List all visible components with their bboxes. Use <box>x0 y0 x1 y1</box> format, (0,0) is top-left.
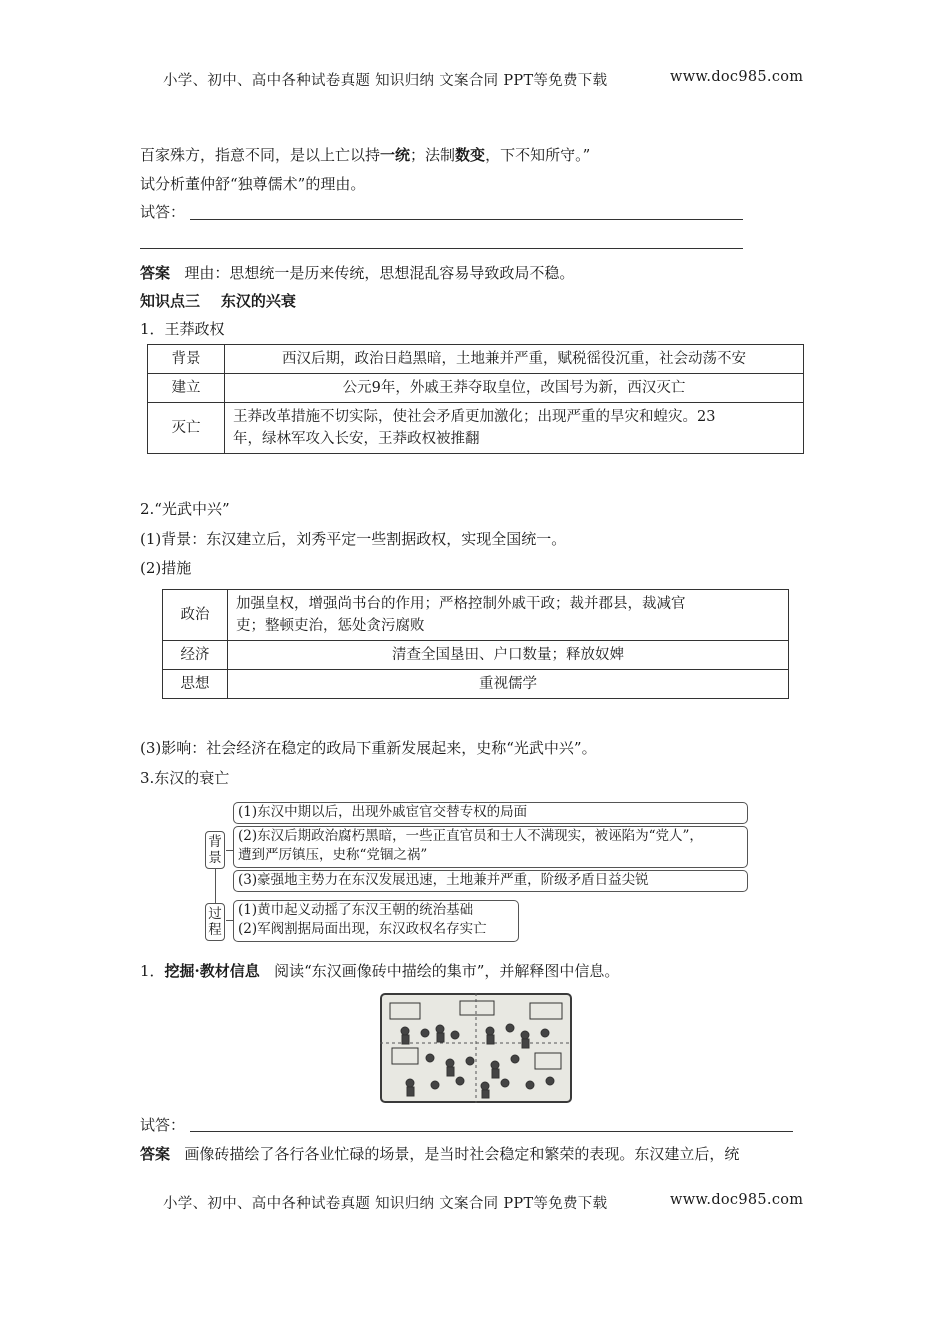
subsection-title: 3.东汉的衰亡 <box>140 769 230 787</box>
section-title: 东汉的兴衰 <box>220 292 296 310</box>
decline-item: (1)黄巾起义动摇了东汉王朝的统治基础 <box>238 902 474 918</box>
quote-part: 百家殊方，指意不同，是以上亡以持 <box>140 146 381 164</box>
table-row <box>163 641 789 670</box>
answer-blank-line[interactable] <box>190 219 743 220</box>
table-cell-label: 背景 <box>148 345 225 374</box>
page-footer-url[interactable]: www.doc985.com <box>670 1192 804 1208</box>
label-char: 景 <box>208 850 222 866</box>
subsection-title: 1．王莽政权 <box>140 320 225 338</box>
answer-blank-line[interactable] <box>190 1131 793 1132</box>
section-heading <box>140 290 296 312</box>
item-number: 1． <box>140 962 165 980</box>
table-row <box>163 670 789 699</box>
table-cell <box>225 403 804 454</box>
table-cell: 清查全国垦田、户口数量；释放奴婢 <box>228 641 789 670</box>
decline-item: 遭到严厉镇压，史称“党锢之祸” <box>238 847 428 863</box>
quote-emphasis: 一统 <box>380 146 411 164</box>
table-cell-label: 建立 <box>148 374 225 403</box>
section-label: 知识点三 <box>140 292 201 310</box>
quote-part: ；法制 <box>410 146 456 164</box>
answer-text: 画像砖描绘了各行各业忙碌的场景，是当时社会稳定和繁荣的表现。东汉建立后，统 <box>184 1145 740 1163</box>
page-footer-text: 小学、初中、高中各种试卷真题 知识归纳 文案合同 PPT等免费下载 <box>163 1196 608 1212</box>
answer-row <box>140 1143 739 1165</box>
connector <box>215 869 216 903</box>
dig-label: 挖掘·教材信息 <box>164 962 260 980</box>
table-cell: 西汉后期，政治日趋黑暗，土地兼并严重，赋税徭役沉重，社会动荡不安 <box>225 345 804 374</box>
paragraph: (2)措施 <box>140 559 192 577</box>
label-char: 程 <box>208 922 222 938</box>
label-char: 过 <box>208 906 222 922</box>
cell-line: 年，绿林军攻入长安，王莽政权被推翻 <box>233 431 480 447</box>
table-cell-label: 政治 <box>163 590 228 641</box>
table-cell: 重视儒学 <box>228 670 789 699</box>
table-row <box>148 374 804 403</box>
diagram-label-process <box>205 903 225 941</box>
table-cell-label: 灭亡 <box>148 403 225 454</box>
answer-blank-line[interactable] <box>140 248 743 249</box>
dig-heading <box>140 960 619 982</box>
wangmang-table <box>147 344 804 454</box>
answer-label: 答案 <box>140 1145 171 1163</box>
cell-line: 吏；整顿吏治，惩处贪污腐败 <box>236 618 425 634</box>
answer-label: 答案 <box>140 264 171 282</box>
quote-line <box>140 144 590 166</box>
dig-text: 阅读“东汉画像砖中描绘的集市”，并解释图中信息。 <box>274 962 620 980</box>
quote-emphasis: 数变 <box>455 146 486 164</box>
cell-line: 王莽改革措施不切实际，使社会矛盾更加激化；出现严重的旱灾和蝗灾。23 <box>233 409 716 425</box>
subsection-title: 2.“光武中兴” <box>140 500 230 518</box>
table-cell <box>228 590 789 641</box>
page-header-url[interactable]: www.doc985.com <box>670 69 804 85</box>
table-cell: 公元9年，外戚王莽夺取皇位，改国号为新，西汉灭亡 <box>225 374 804 403</box>
answer-prompt: 试答： <box>140 1116 186 1134</box>
table-row <box>148 403 804 454</box>
answer-prompt: 试答： <box>140 203 186 221</box>
decline-item: (2)东汉后期政治腐朽黑暗，一些正直官员和士人不满现实，被诬陷为“党人”， <box>238 828 703 844</box>
quote-part: ，下不知所守。” <box>485 146 591 164</box>
paragraph: (1)背景：东汉建立后，刘秀平定一些割据政权，实现全国统一。 <box>140 530 567 548</box>
market-brick-image <box>380 993 572 1103</box>
decline-item: (2)军阀割据局面出现，东汉政权名存实亡 <box>238 921 487 937</box>
decline-item: (1)东汉中期以后，出现外戚宦官交替专权的局面 <box>238 804 528 820</box>
table-cell-label: 思想 <box>163 670 228 699</box>
decline-item: (3)豪强地主势力在东汉发展迅速，土地兼并严重，阶级矛盾日益尖锐 <box>238 872 649 888</box>
table-cell-label: 经济 <box>163 641 228 670</box>
question-text: 试分析董仲舒“独尊儒术”的理由。 <box>140 175 366 193</box>
answer-text: 理由：思想统一是历来传统，思想混乱容易导致政局不稳。 <box>184 264 575 282</box>
table-row <box>148 345 804 374</box>
guangwu-table <box>162 589 789 699</box>
cell-line: 加强皇权，增强尚书台的作用；严格控制外戚干政；裁并郡县，裁减官 <box>236 596 686 612</box>
diagram-label-background <box>205 831 225 869</box>
label-char: 背 <box>208 834 222 850</box>
table-row <box>163 590 789 641</box>
answer-row <box>140 262 574 284</box>
paragraph: (3)影响：社会经济在稳定的政局下重新发展起来，史称“光武中兴”。 <box>140 739 597 757</box>
page-header-text: 小学、初中、高中各种试卷真题 知识归纳 文案合同 PPT等免费下载 <box>163 73 608 89</box>
